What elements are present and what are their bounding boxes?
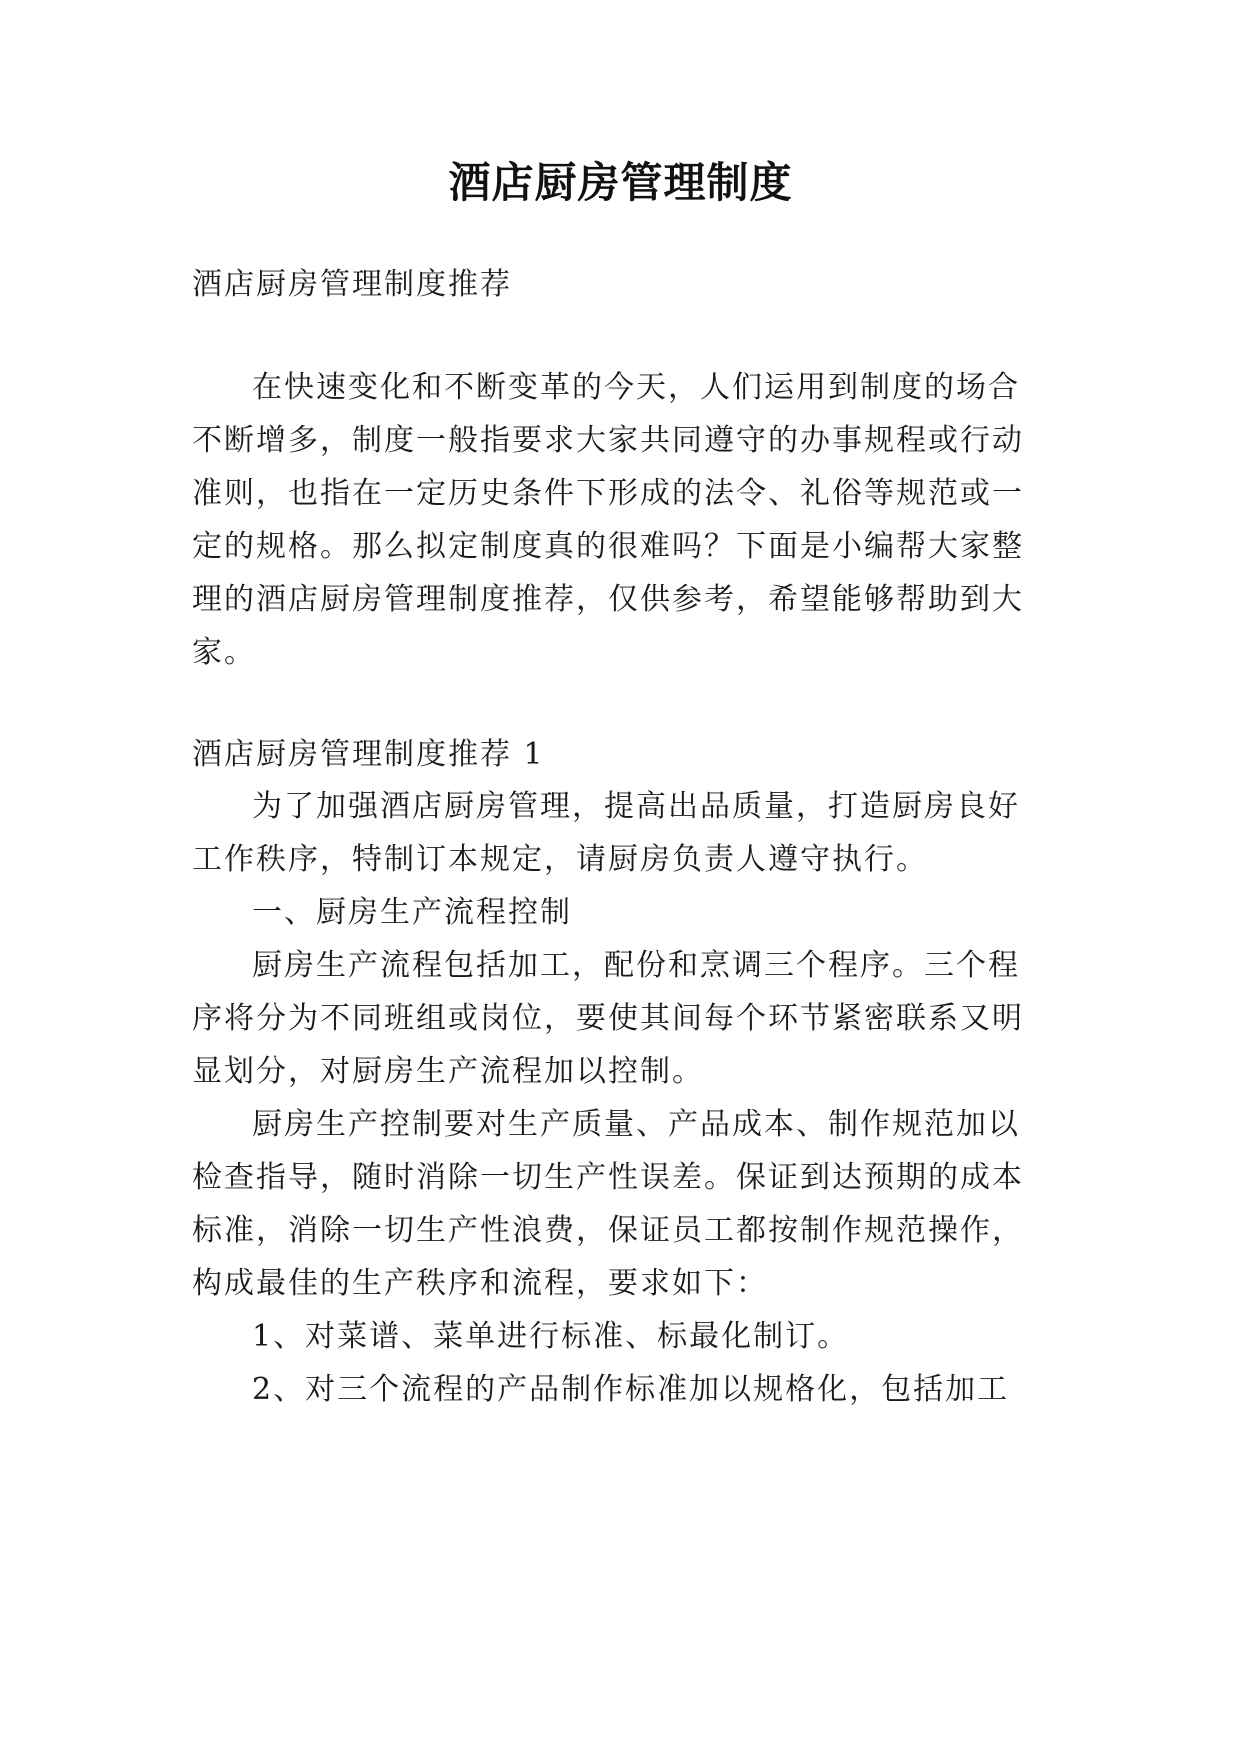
- para2-line-1: 厨房生产流程包括加工，配份和烹调三个程序。三个程: [252, 948, 1020, 983]
- intro-line-5: 理的酒店厨房管理制度推荐，仅供参考，希望能够帮助到大: [192, 582, 1024, 617]
- document-subtitle: 酒店厨房管理制度推荐: [192, 267, 512, 302]
- list-item-2: 2、对三个流程的产品制作标准加以规格化，包括加工: [252, 1372, 1010, 1407]
- intro-line-1: 在快速变化和不断变革的今天，人们运用到制度的场合: [252, 370, 1020, 405]
- list-item-1: 1、对菜谱、菜单进行标准、标最化制订。: [252, 1319, 850, 1354]
- para2-line-2: 序将分为不同班组或岗位，要使其间每个环节紧密联系又明: [192, 1001, 1024, 1036]
- para1-line-1: 为了加强酒店厨房管理，提高出品质量，打造厨房良好: [252, 789, 1020, 824]
- para3-line-4: 构成最佳的生产秩序和流程，要求如下：: [192, 1266, 768, 1301]
- intro-line-4: 定的规格。那么拟定制度真的很难吗？下面是小编帮大家整: [192, 529, 1024, 564]
- para1-line-2: 工作秩序，特制订本规定，请厨房负责人遵守执行。: [192, 842, 928, 877]
- section-heading: 酒店厨房管理制度推荐 1: [192, 737, 545, 772]
- intro-line-3: 准则，也指在一定历史条件下形成的法令、礼俗等规范或一: [192, 476, 1024, 511]
- intro-line-6: 家。: [192, 635, 256, 670]
- para3-line-1: 厨房生产控制要对生产质量、产品成本、制作规范加以: [252, 1107, 1020, 1142]
- document-title: 酒店厨房管理制度: [448, 158, 793, 207]
- para3-line-3: 标准，消除一切生产性浪费，保证员工都按制作规范操作，: [192, 1213, 1024, 1248]
- para2-line-3: 显划分，对厨房生产流程加以控制。: [192, 1054, 704, 1089]
- sub-heading: 一、厨房生产流程控制: [252, 895, 572, 930]
- para3-line-2: 检查指导，随时消除一切生产性误差。保证到达预期的成本: [192, 1160, 1024, 1195]
- intro-line-2: 不断增多，制度一般指要求大家共同遵守的办事规程或行动: [192, 423, 1024, 458]
